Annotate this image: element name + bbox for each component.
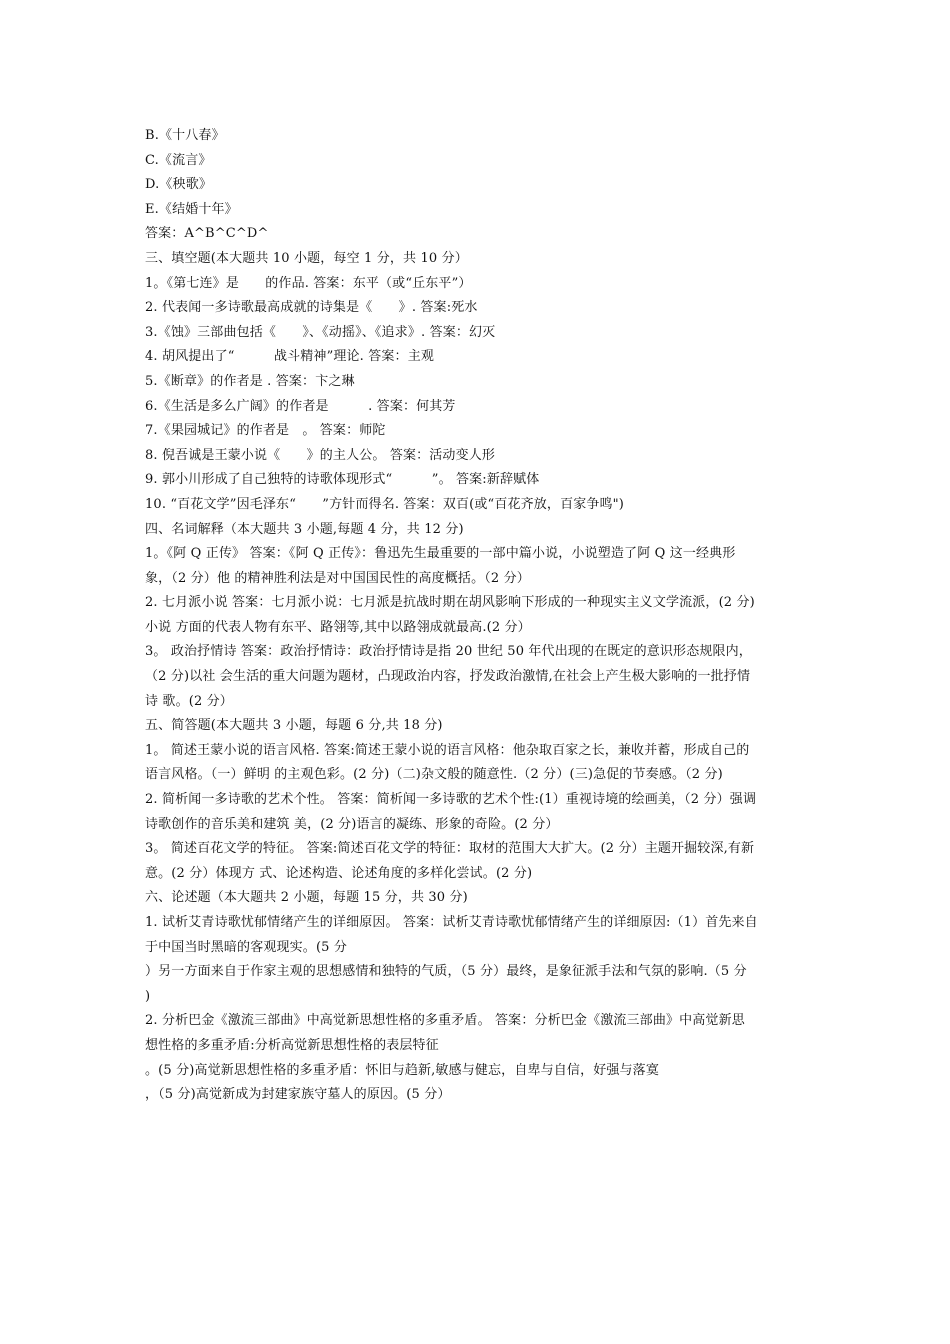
option-c: C.《流言》 [145, 152, 212, 168]
fill-in-question: 2. 代表闻一多诗歌最高成就的诗集是《 》. 答案:死水 [145, 300, 478, 316]
document-body [145, 124, 810, 1108]
section-heading-fill-in: 三、填空题(本大题共 10 小题，每空 1 分，共 10 分） [145, 250, 468, 266]
section-heading-short-answer: 五、简答题(本大题共 3 小题，每题 6 分,共 18 分) [145, 718, 443, 734]
option-b: B.《十八春》 [145, 128, 225, 143]
fill-in-question: 5.《断章》的作者是 . 答案：卞之琳 [145, 373, 355, 389]
term-answer-line: 诗 歌。(2 分） [145, 693, 233, 709]
fill-in-question: 4. 胡风提出了“ 战斗精神”理论. 答案：主观 [145, 349, 434, 365]
fill-in-question: 3.《蚀》三部曲包括《 》、《动摇》、《追求》. 答案：幻灭 [145, 324, 496, 340]
option-e: E.《结婚十年》 [145, 201, 238, 217]
short-answer-line: 3。 简述百花文学的特征。 答案:简述百花文学的特征：取材的范围大大扩大。(2 分）主题开掘较深,有新 [145, 841, 755, 857]
short-answer-line: 2. 简析闻一多诗歌的艺术个性。 答案：简析闻一多诗歌的艺术个性:(1）重视诗境的绘画美，（2 分）强调 [145, 792, 757, 808]
short-answer-line: 1。 简述王蒙小说的语言风格. 答案:简述王蒙小说的语言风格：他杂取百家之长，兼收并蓄，形成自己的 [145, 742, 750, 758]
term-answer-line: 3。 政治抒情诗 答案：政治抒情诗：政治抒情诗是指 20 世纪 50 年代出现的在既定的意识形态规限内， [145, 644, 752, 660]
essay-answer-line: 2. 分析巴金《激流三部曲》中高觉新思想性格的多重矛盾。 答案：分析巴金《激流三部曲》中高觉新思 [145, 1013, 745, 1029]
essay-answer-line: ) [145, 988, 151, 1004]
term-answer-line: 小说 方面的代表人物有东平、路翎等,其中以路翎成就最高.(2 分） [145, 619, 531, 635]
essay-answer-line: 于中国当时黑暗的客观现实。(5 分 [145, 939, 348, 955]
essay-answer-line: ，（5 分)高觉新成为封建家族守墓人的原因。(5 分） [145, 1087, 451, 1103]
section-heading-terms: 四、名词解释（本大题共 3 小题,每题 4 分，共 12 分) [145, 521, 464, 537]
fill-in-question: 10. “百花文学”因毛泽东“ ”方针而得名. 答案：双百(或“百花齐放，百家争鸣") [145, 496, 625, 512]
section-heading-essay: 六、论述题（本大题共 2 小题，每题 15 分，共 30 分) [145, 890, 468, 906]
short-answer-line: 语言风格。（一）鲜明 的主观色彩。(2 分)（二)杂文般的随意性.（2 分）(三)急促的节奏感。（2 分) [145, 767, 723, 783]
fill-in-question: 6.《生活是多么广阔》的作者是 . 答案：何其芳 [145, 398, 456, 414]
essay-answer-line: 想性格的多重矛盾:分析高觉新思想性格的表层特征 [145, 1037, 439, 1053]
short-answer-line: 意。(2 分）体现方 式、论述构造、论述角度的多样化尝试。(2 分) [145, 865, 533, 881]
fill-in-question: 1。《第七连》是 的作品. 答案：东平（或“丘东平”） [145, 275, 472, 291]
answer-line: 答案：A^B^C^D^ [145, 226, 269, 242]
fill-in-question: 9. 郭小川形成了自己独特的诗歌体现形式“ ”。 答案:新辞赋体 [145, 472, 540, 488]
essay-answer-line: 。(5 分)高觉新思想性格的多重矛盾：怀旧与趋新,敏感与健忘，自卑与自信，好强与落寞 [145, 1062, 659, 1078]
term-answer-line: 象，（2 分）他 的精神胜利法是对中国国民性的高度概括。（2 分） [145, 570, 530, 586]
essay-answer-line: 1. 试析艾青诗歌忧郁情绪产生的详细原因。 答案：试析艾青诗歌忧郁情绪产生的详细原因:（1）首先来自 [145, 915, 758, 930]
term-answer-line: 2. 七月派小说 答案：七月派小说：七月派是抗战时期在胡风影响下形成的一种现实主义文学流派，(2 分) [145, 595, 755, 611]
essay-answer-line: ）另一方面来自于作家主观的思想感情和独特的气质，（5 分）最终，是象征派手法和气氛的影响.（5 分 [145, 964, 747, 980]
fill-in-question: 7.《果园城记》的作者是 。 答案：师陀 [145, 423, 386, 439]
short-answer-line: 诗歌创作的音乐美和建筑 美，(2 分)语言的凝练、形象的奇险。(2 分） [145, 816, 559, 832]
term-answer-line: （2 分)以社 会生活的重大问题为题材，凸现政治内容，抒发政治激情,在社会上产生极大影响的一批抒情 [145, 669, 751, 685]
term-answer-line: 1。《阿 Q 正传》 答案：《阿 Q 正传》：鲁迅先生最重要的一部中篇小说，小说塑造了阿 Q 这一经典形 [145, 546, 736, 562]
option-d: D.《秧歌》 [145, 177, 212, 193]
fill-in-question: 8. 倪吾诚是王蒙小说《 》的主人公。 答案：活动变人形 [145, 447, 496, 463]
